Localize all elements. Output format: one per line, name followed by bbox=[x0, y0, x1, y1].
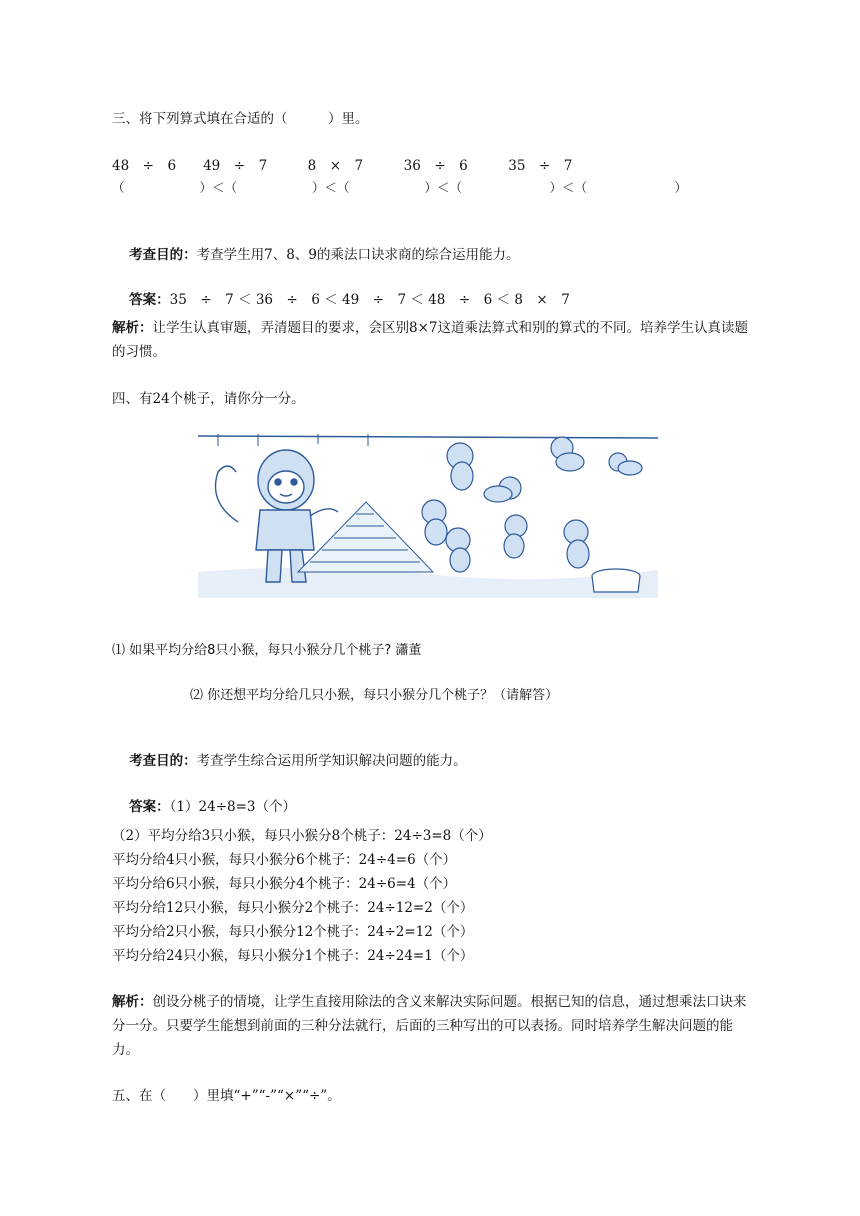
section4-title: 四、有24个桃子，请你分一分。 bbox=[112, 391, 305, 407]
expression-row: 48 ÷ 6 49 ÷ 7 8 × 7 36 ÷ 6 35 ÷ 7 bbox=[112, 158, 573, 174]
answer-text: （1）24÷8=3（个） bbox=[169, 799, 296, 815]
question-1: ⑴ 如果平均分给8只小猴，每只小猴分几个桃子? 瀟董 bbox=[112, 643, 422, 658]
answer-text: 35 ÷ 7 ＜ 36 ÷ 6 ＜ 49 ÷ 7 ＜ 48 ÷ 6 ＜ 8 × 7 bbox=[169, 292, 570, 308]
analysis-label: 解析： bbox=[112, 320, 153, 336]
purpose-label: 考查目的： bbox=[129, 753, 197, 769]
section5-title: 五、在（ ）里填“+”“-”“×”“÷”。 bbox=[112, 1088, 341, 1104]
answer-line: 平均分给12只小猴，每只小猴分2个桃子：24÷12=2（个） bbox=[112, 900, 474, 916]
purpose-label: 考查目的： bbox=[129, 247, 197, 263]
answer-label: 答案： bbox=[129, 799, 170, 815]
answer-line: 平均分给4只小猴，每只小猴分6个桃子：24÷4=6（个） bbox=[112, 852, 457, 868]
section4-answer bbox=[112, 780, 296, 834]
section4-analysis bbox=[112, 990, 752, 1062]
purpose-text: 考查学生综合运用所学知识解决问题的能力。 bbox=[196, 753, 467, 769]
section3-analysis bbox=[112, 316, 752, 364]
answer-line: 平均分给6只小猴，每只小猴分4个桃子：24÷6=4（个） bbox=[112, 876, 457, 892]
blank-row: （ ）＜（ ）＜（ ）＜（ ）＜（ ） bbox=[112, 180, 688, 195]
answer-label: 答案： bbox=[129, 292, 170, 308]
purpose-text: 考查学生用7、8、9的乘法口诀求商的综合运用能力。 bbox=[196, 247, 520, 263]
analysis-text: 创设分桃子的情境，让学生直接用除法的含义来解决实际问题。根据已知的信息，通过想乘法口诀来分一分。只要学生能想到前面的三种分法就行，后面的三种写出的可以表扬。同时培养学生解决问题的能力。 bbox=[112, 994, 747, 1058]
analysis-text: 让学生认真审题，弄清题目的要求，会区别8×7这道乘法算式和别的算式的不同。培养学生认真读题的习惯。 bbox=[112, 320, 748, 360]
answer-line: 平均分给24只小猴，每只小猴分1个桃子：24÷24=1（个） bbox=[112, 948, 474, 964]
analysis-label: 解析： bbox=[112, 994, 153, 1010]
answer-line: （2）平均分给3只小猴，每只小猴分8个桃子：24÷3=8（个） bbox=[112, 828, 492, 844]
question-2: ⑵ 你还想平均分给几只小猴，每只小猴分几个桃子？（请解答） bbox=[190, 688, 559, 703]
monkeys-peaches-illustration bbox=[198, 432, 658, 598]
answer-line: 平均分给2只小猴，每只小猴分12个桃子：24÷2=12（个） bbox=[112, 924, 474, 940]
section3-title: 三、将下列算式填在合适的（ ）里。 bbox=[112, 111, 369, 127]
